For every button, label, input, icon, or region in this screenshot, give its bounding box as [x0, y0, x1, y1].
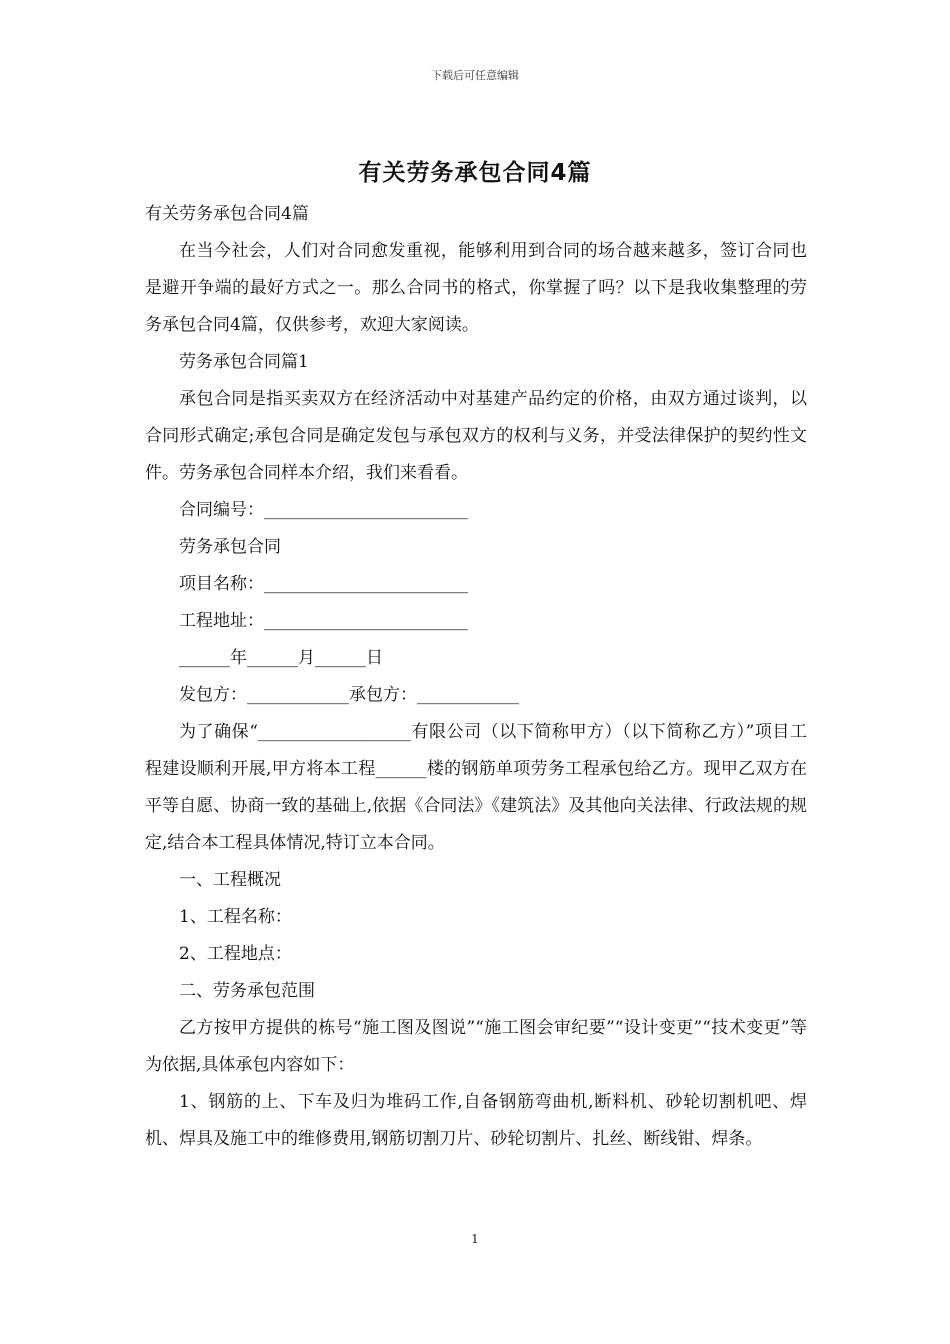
clause-item-project-name: 1、工程名称： [179, 907, 292, 927]
contract-number-field: 合同编号：________________________ [179, 500, 468, 520]
page-number: 1 [471, 1232, 479, 1246]
clause-heading-2: 二、劳务承包范围 [179, 981, 315, 1001]
header-note: 下载后可任意编辑 [431, 69, 519, 82]
purpose-paragraph: 为了确保“__________________有限公司（以下简称甲方）（以下简称乙方）”项目工程建设顺利开展,甲方将本工程______楼的钢筋单项劳务工程承包给乙方。现甲乙双方在平等自愿、协商一致的基础上,依据《合同法》《建筑法》及其他向关法律、行政法规的规定,结合本工程具体情况,特订立本合同。 [145, 722, 807, 853]
clause-item-project-location: 2、工程地点： [179, 944, 292, 964]
definition-paragraph: 承包合同是指买卖双方在经济活动中对基建产品约定的价格，由双方通过谈判，以合同形式确定;承包合同是确定发包与承包双方的权利与义务，并受法律保护的契约性文件。劳务承包合同样本介绍，我们来看看。 [145, 389, 807, 483]
scope-paragraph: 乙方按甲方提供的栋号“施工图及图说”“施工图会审纪要”“设计变更”“技术变更”等为依据,具体承包内容如下： [145, 1018, 807, 1075]
date-field: ______年______月______日 [179, 648, 383, 668]
document-title: 有关劳务承包合同4篇 [358, 160, 592, 186]
scope-item-1: 1、钢筋的上、下车及归为堆码工作,自备钢筋弯曲机,断料机、砂轮切割机吧、焊机、焊具及施工中的维修费用,钢筋切割刀片、砂轮切割片、扎丝、断线钳、焊条。 [145, 1092, 807, 1149]
subtitle-line: 有关劳务承包合同4篇 [145, 204, 309, 224]
clause-heading-1: 一、工程概况 [179, 870, 281, 890]
project-name-field: 项目名称：________________________ [179, 574, 468, 594]
contract-name-line: 劳务承包合同 [179, 537, 281, 557]
parties-field: 发包方：____________承包方：____________ [179, 685, 519, 705]
intro-paragraph: 在当今社会，人们对合同愈发重视，能够利用到合同的场合越来越多，签订合同也是避开争端的最好方式之一。那么合同书的格式，你掌握了吗？以下是我收集整理的劳务承包合同4篇，仅供参考，欢迎大家阅读。 [145, 241, 807, 335]
project-address-field: 工程地址：________________________ [179, 611, 468, 631]
section-heading: 劳务承包合同篇1 [179, 352, 309, 372]
document-body [145, 196, 807, 1158]
